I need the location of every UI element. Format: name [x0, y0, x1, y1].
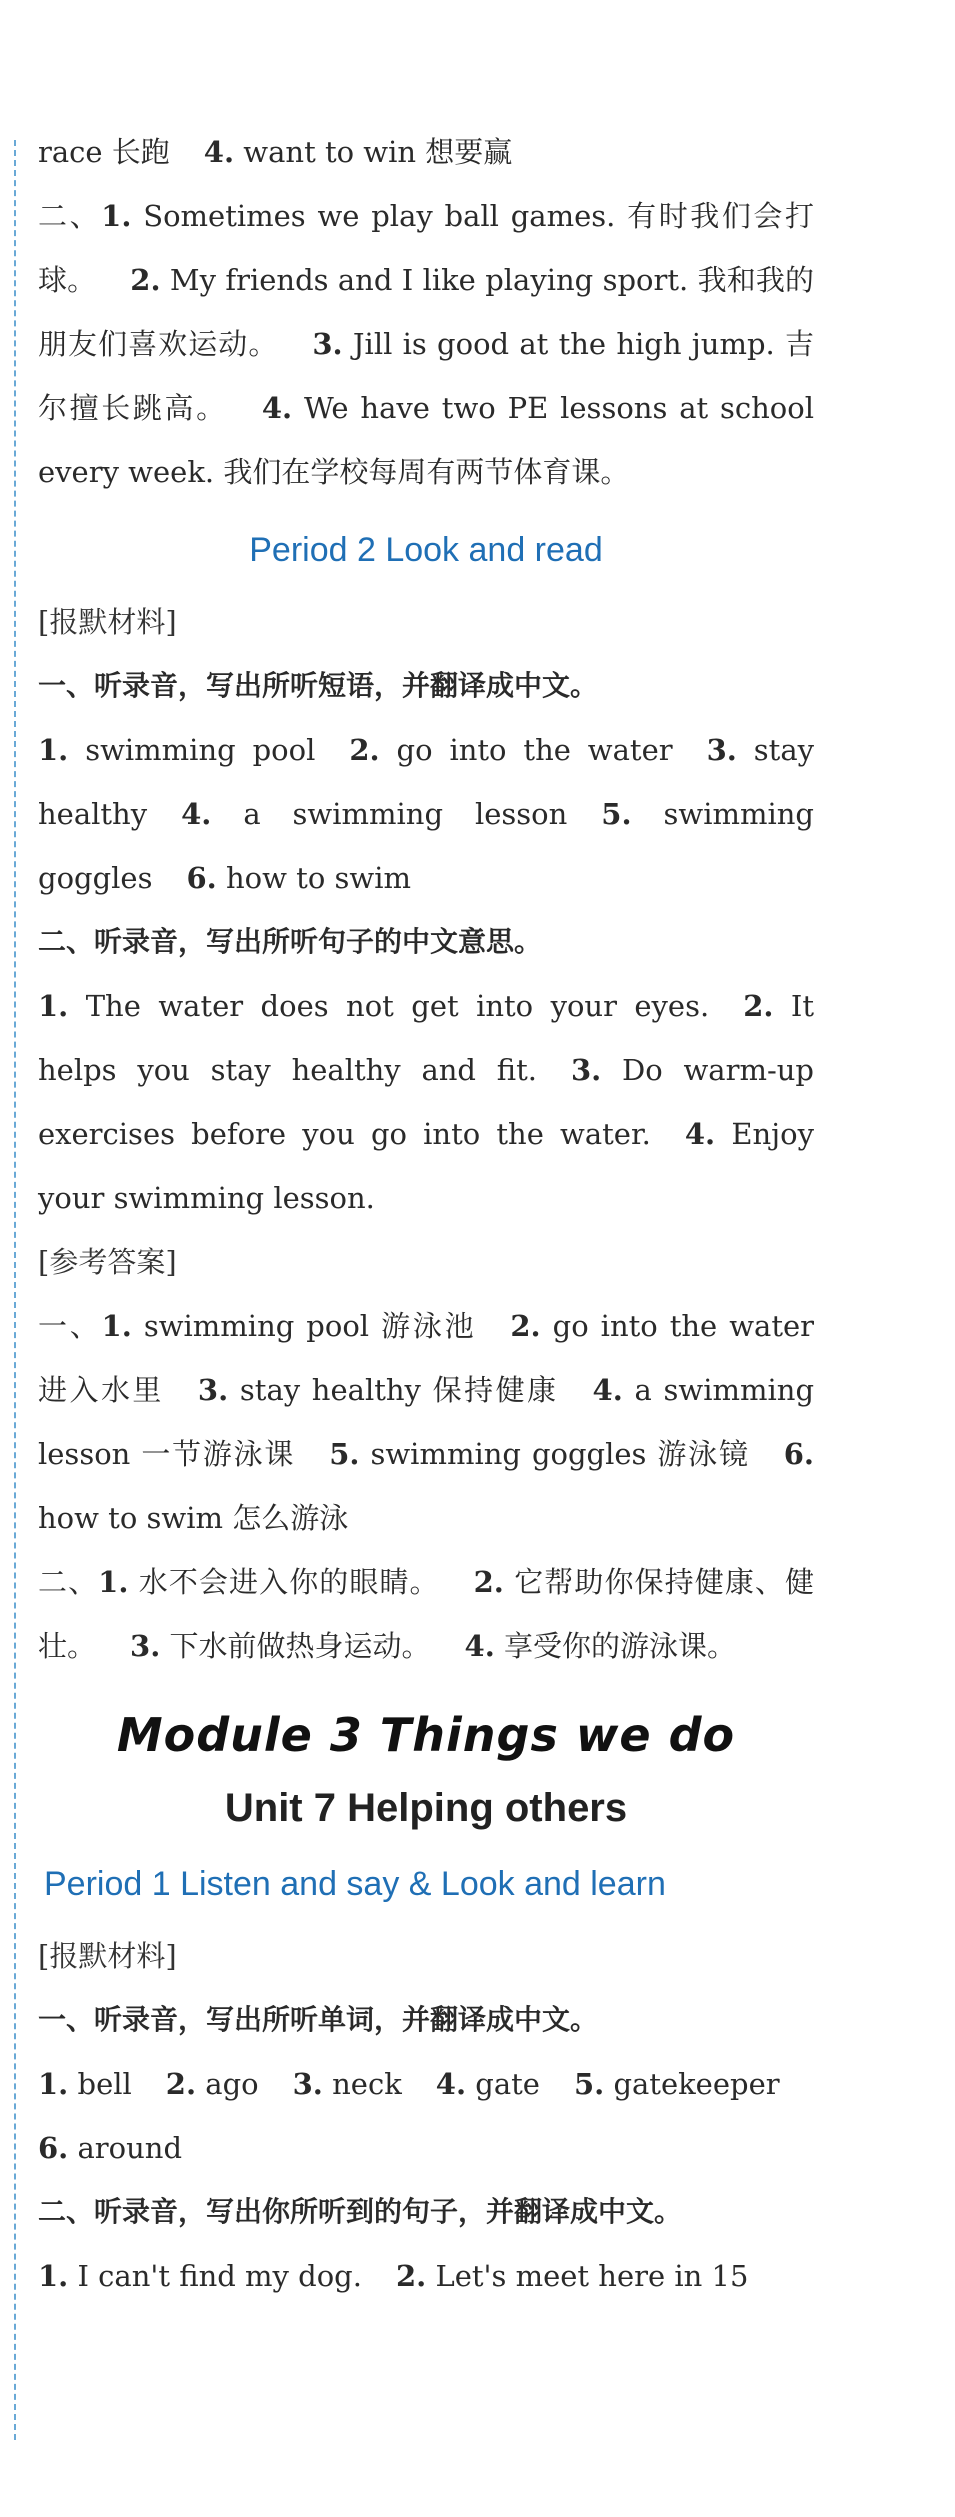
answer-label: [参考答案]: [38, 1245, 177, 1279]
phrase-text: a swimming lesson: [243, 797, 568, 831]
item-number: 2.: [349, 733, 380, 767]
item-number: 4.: [464, 1629, 495, 1663]
item-number: 1.: [101, 199, 132, 233]
item-number: 1.: [101, 1309, 132, 1343]
item-number: 4.: [684, 1117, 716, 1151]
answer-line-continuation: [38, 120, 814, 184]
item-number: 3.: [706, 733, 737, 767]
item-number: 4.: [592, 1373, 623, 1407]
script-label: [报默材料]: [38, 605, 177, 639]
period-title: Period 1 Listen and say & Look and learn: [44, 1865, 666, 1903]
phrase-text: swimming goggles: [38, 797, 814, 895]
word-text: ago: [205, 2067, 259, 2101]
answer-paragraph: [38, 184, 814, 504]
phrase-text: stay healthy: [38, 733, 815, 831]
script-label: [报默材料]: [38, 1939, 177, 1973]
item-number: 2.: [395, 2259, 427, 2293]
part-heading: 一、听录音，写出所听短语，并翻译成中文。: [38, 669, 599, 702]
item-number: 6.: [38, 2131, 69, 2165]
phrase-text: go into the water: [396, 733, 673, 767]
item-number: 5.: [573, 2067, 605, 2101]
sentence-text: Enjoy your swimming lesson.: [38, 1117, 814, 1215]
answer-text: how to swim 怎么游泳: [38, 1501, 349, 1535]
word-text: bell: [77, 2067, 132, 2101]
period-title: Period 2 Look and read: [249, 531, 603, 569]
item-number: 2.: [743, 989, 774, 1023]
item-number: 5.: [601, 797, 632, 831]
word-text: gate: [475, 2067, 540, 2101]
sentence-list: [38, 2244, 814, 2308]
answer-text: Jill is good at the high jump. 吉尔擅长跳高。: [38, 327, 814, 425]
answer-text: 它帮助你保持健康、健壮。: [38, 1565, 814, 1663]
answer-text: My friends and I like playing sport. 我和我的朋友们喜欢运动。: [38, 263, 814, 361]
sentence-text: It helps you stay healthy and fit.: [38, 989, 815, 1087]
item-number: 5.: [329, 1437, 360, 1471]
item-number: 3.: [570, 1053, 602, 1087]
unit-title: Unit 7 Helping others: [224, 1786, 628, 1830]
answer-text: stay healthy 保持健康: [239, 1373, 559, 1407]
sentence-text: Let's meet here in 15: [435, 2259, 749, 2293]
word-list: [38, 2052, 814, 2180]
answer-paragraph: [38, 1550, 814, 1678]
item-number: 6.: [186, 861, 217, 895]
sentence-text: Do warm-up exercises before you go into the water.: [38, 1053, 815, 1151]
phrase-list: [38, 718, 814, 910]
answer-text: 下水前做热身运动。: [169, 1629, 431, 1663]
part-prefix: 二、: [38, 199, 102, 233]
item-number: 1.: [38, 733, 69, 767]
answer-text: want to win 想要赢: [243, 135, 513, 169]
item-number: 1.: [38, 989, 69, 1023]
item-number: 3.: [197, 1373, 229, 1407]
answer-paragraph: [38, 1294, 814, 1550]
part-heading: 二、听录音，写出所听句子的中文意思。: [38, 925, 543, 958]
sentence-list: [38, 974, 814, 1230]
answer-text: go into the water 进入水里: [38, 1309, 814, 1407]
item-number: 3.: [312, 327, 343, 361]
answer-text: 享受你的游泳课。: [504, 1629, 737, 1663]
part-prefix: 一、: [38, 1309, 102, 1343]
sentence-text: I can't find my dog.: [77, 2259, 362, 2293]
module-title: Module 3 Things we do: [116, 1708, 736, 1762]
answer-text: We have two PE lessons at school every week. 我们在学校每周有两节体育课。: [38, 391, 814, 489]
answer-text: swimming goggles 游泳镜: [370, 1437, 750, 1471]
page-content: [38, 120, 814, 2308]
part-prefix: 二、: [38, 1565, 99, 1599]
item-number: 1.: [38, 2067, 69, 2101]
item-number: 2.: [130, 263, 161, 297]
item-number: 2.: [165, 2067, 197, 2101]
answer-text: 水不会进入你的眼睛。: [138, 1565, 440, 1599]
item-number: 6.: [783, 1437, 815, 1471]
phrase-text: swimming pool: [85, 733, 316, 767]
item-number: 2.: [473, 1565, 504, 1599]
part-heading: 二、听录音，写出你所听到的句子，并翻译成中文。: [38, 2195, 683, 2228]
item-number: 4.: [203, 135, 235, 169]
item-number: 4.: [261, 391, 293, 425]
item-number: 2.: [510, 1309, 541, 1343]
sentence-text: The water does not get into your eyes.: [85, 989, 710, 1023]
answer-text: race 长跑: [38, 135, 170, 169]
word-text: gatekeeper: [613, 2067, 780, 2101]
word-text: neck: [332, 2067, 402, 2101]
item-number: 1.: [98, 1565, 129, 1599]
item-number: 1.: [38, 2259, 69, 2293]
item-number: 4.: [181, 797, 212, 831]
answer-text: Sometimes we play ball games. 有时我们会打球。: [38, 199, 814, 297]
binding-dashed-line: [14, 140, 16, 2440]
answer-text: swimming pool 游泳池: [143, 1309, 477, 1343]
item-number: 3.: [130, 1629, 161, 1663]
item-number: 4.: [435, 2067, 467, 2101]
item-number: 3.: [292, 2067, 323, 2101]
word-text: around: [77, 2131, 183, 2165]
answer-text: a swimming lesson 一节游泳课: [38, 1373, 815, 1471]
phrase-text: how to swim: [225, 861, 411, 895]
part-heading: 一、听录音，写出所听单词，并翻译成中文。: [38, 2003, 599, 2036]
